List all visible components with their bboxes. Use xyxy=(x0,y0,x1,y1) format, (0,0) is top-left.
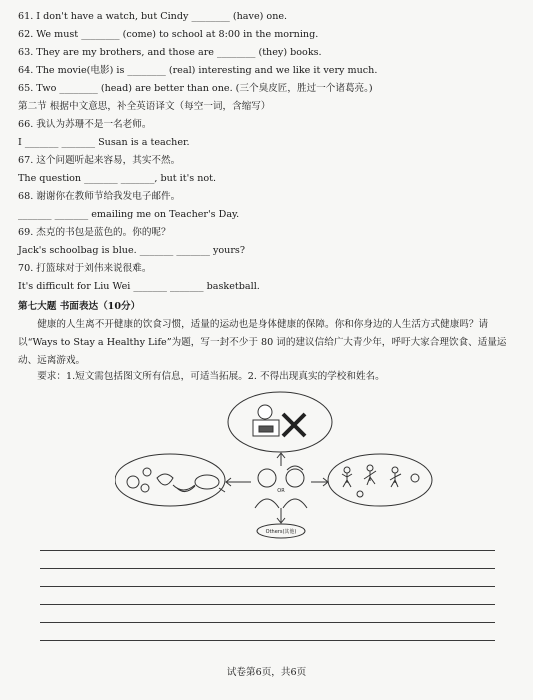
question-65: 65. Two ________ (head) are better than one. (三个臭皮匠，胜过一个诸葛亮。) xyxy=(18,83,373,94)
sports-ellipse xyxy=(328,454,432,506)
question-63: 63. They are my brothers, and those are ________ (they) books. xyxy=(18,47,322,58)
question-67-cn: 67. 这个问题听起来容易，其实不然。 xyxy=(18,155,181,166)
others-label: Others(其他) xyxy=(265,529,297,535)
writing-line-3[interactable] xyxy=(40,586,495,587)
section-7-requirement: 要求：1.短文需包括图文所有信息，可适当拓展。2. 不得出现真实的学校和姓名。 xyxy=(37,371,385,382)
page-footer: 试卷第6页，共6页 xyxy=(226,667,307,678)
question-66-cn: 66. 我认为苏珊不是一名老师。 xyxy=(18,119,152,130)
healthy-life-diagram xyxy=(115,390,435,540)
people-icon xyxy=(255,466,307,508)
question-67-en: The question _______ _______, but it's not. xyxy=(18,173,217,184)
sports-icon xyxy=(342,465,419,497)
cross-icon xyxy=(283,414,305,436)
question-61: 61. I don't have a watch, but Cindy ________ (have) one. xyxy=(18,11,288,22)
writing-line-4[interactable] xyxy=(40,604,495,605)
question-68-en: _______ _______ emailing me on Teacher's Day. xyxy=(18,209,240,220)
question-69-en: Jack's schoolbag is blue. _______ _______ yours? xyxy=(18,245,245,256)
question-62: 62. We must ________ (come) to school at 8:00 in the morning. xyxy=(18,29,319,40)
question-69-cn: 69. 杰克的书包是蓝色的。你的呢？ xyxy=(18,227,171,238)
section-2-heading: 第二节 根据中文意思，补全英语译文（每空一词，含缩写） xyxy=(18,101,271,112)
or-label: OR xyxy=(277,488,285,494)
question-70-cn: 70. 打篮球对于刘伟来说很难。 xyxy=(18,263,152,274)
writing-line-6[interactable] xyxy=(40,640,495,641)
question-70-en: It's difficult for Liu Wei _______ _______ basketball. xyxy=(18,281,260,292)
question-68-cn: 68. 谢谢你在教师节给我发电子邮件。 xyxy=(18,191,181,202)
no-games-ellipse xyxy=(228,392,332,452)
writing-line-5[interactable] xyxy=(40,622,495,623)
section-7-title: 第七大题 书面表达（10分） xyxy=(18,301,141,312)
writing-line-2[interactable] xyxy=(40,568,495,569)
question-64: 64. The movie(电影) is ________ (real) interesting and we like it very much. xyxy=(18,65,378,76)
section-7-intro: 健康的人生离不开健康的饮食习惯，适量的运动也是身体健康的保障。你和你身边的人生活方式健康吗？请以“Ways to Stay a Healthy Life”为题，写一封不少于 80 词的建议信给广大青少年，呼吁大家合理饮食、适量运动、远离游戏。 xyxy=(18,319,507,366)
question-66-en: I _______ _______ Susan is a teacher. xyxy=(18,137,190,148)
writing-line-1[interactable] xyxy=(40,550,495,551)
gaming-icon xyxy=(253,405,279,436)
food-icon xyxy=(127,468,225,492)
food-ellipse xyxy=(115,454,225,506)
